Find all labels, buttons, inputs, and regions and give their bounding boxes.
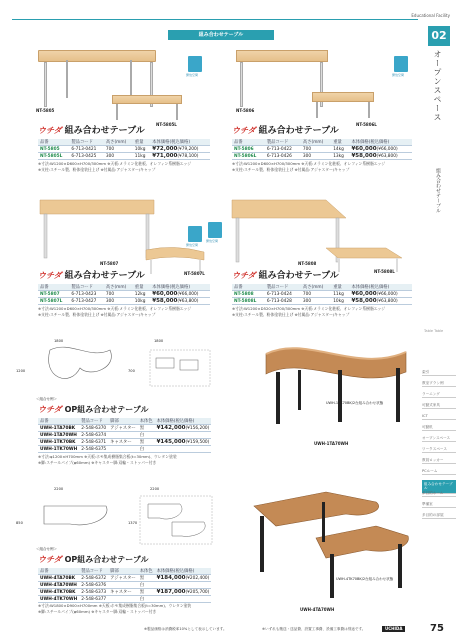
sidebar-small-label: Table Table: [424, 329, 444, 333]
layout-diagram: [30, 338, 230, 398]
product-title: OP組み合わせテーブル: [64, 555, 149, 564]
table-leg: [396, 368, 400, 422]
table-leg: [322, 502, 325, 542]
dim-label: 2200: [54, 487, 64, 491]
col-header: 本体色: [139, 419, 153, 424]
price-tax: (¥202,400): [185, 576, 210, 581]
dim-label: 1800: [154, 339, 164, 343]
cell: 2-548-6371: [81, 439, 107, 445]
sidebar-item[interactable]: ICT: [422, 414, 456, 420]
cell: 6-713-0425: [69, 153, 103, 160]
brand-footer-logo: UCHIDA: [382, 626, 405, 632]
dim-label: 2200: [150, 487, 160, 491]
price-tax: (¥66,000): [177, 292, 199, 297]
note: ※支柱:スチール製、粉体塗装仕上げ ※付属品:アジャスター/キャップ: [38, 312, 156, 317]
col-header: 製品コード: [69, 139, 103, 146]
table-row: [38, 146, 210, 153]
cleaning-badge-icon: [188, 56, 202, 72]
table-row: [38, 582, 211, 589]
table-leg: [236, 218, 239, 262]
price: ¥145,000: [156, 439, 186, 445]
product-title: 組み合わせテーブル: [258, 271, 339, 281]
sidebar-item[interactable]: 多目的の部屋: [422, 513, 456, 519]
col-header: 製品コード: [79, 568, 108, 575]
cell: 黒: [138, 589, 155, 596]
col-header: 本体色: [139, 569, 153, 574]
cell: 11kg: [133, 153, 150, 160]
col-header: 重量: [133, 284, 150, 291]
sidebar-item[interactable]: 組み合わせテーブル: [422, 480, 456, 494]
cell: 300: [301, 298, 331, 305]
model-label: NT-5805L: [156, 122, 177, 127]
price: ¥71,000: [152, 153, 178, 159]
sidebar-item[interactable]: オープンスペース: [422, 436, 456, 442]
table-leg: [116, 104, 118, 120]
cell: 300: [104, 298, 133, 305]
product-title-row: [232, 127, 339, 136]
table-row: [38, 291, 210, 298]
price-tax: (¥159,500): [185, 440, 210, 445]
table-row: [38, 439, 211, 446]
cell: 700: [104, 291, 133, 298]
table-row: [38, 432, 211, 439]
table-row: [38, 596, 211, 603]
sidebar-item[interactable]: ワークスペース: [422, 447, 456, 453]
cleaning-badge-icon: [208, 222, 222, 238]
dim-label: 1800: [54, 339, 64, 343]
col-header: 本体価格(税込価格): [150, 284, 210, 291]
price-tax: (¥63,800): [376, 154, 398, 159]
table-top: [40, 200, 154, 214]
price-tax: (¥63,800): [177, 299, 199, 304]
photo-caption: UWH-1TK70BK/2台組み合わせ状態: [326, 401, 384, 405]
badge-label: 開放空間: [186, 73, 199, 77]
cell: UWH-1TK70BK: [38, 439, 79, 446]
col-header: 品番: [38, 568, 79, 575]
spec-table: [232, 284, 412, 305]
model-label: NT-5807: [100, 261, 119, 266]
price: ¥60,000: [351, 291, 377, 297]
header-label: Educational Facility: [411, 13, 450, 18]
model-label: NT-5808: [298, 261, 317, 266]
table-leg: [368, 102, 370, 118]
spec-table: [38, 418, 211, 453]
sidebar-item[interactable]: 教室プラン例: [422, 381, 456, 387]
cell: NT-5808: [232, 291, 265, 298]
cell: 6-713-0424: [265, 291, 301, 298]
price-tax: (¥63,800): [376, 299, 398, 304]
table-top: [266, 348, 406, 378]
cell: 2-548-6376: [81, 582, 107, 588]
layout-caption: ＜組合せ例＞: [36, 397, 57, 401]
cell: 2-548-6374: [81, 432, 107, 438]
col-header: 重量: [331, 284, 349, 291]
price: ¥184,000: [156, 575, 186, 581]
col-header: 脚部: [108, 418, 138, 425]
sidebar-item[interactable]: 多目的ホール: [422, 491, 456, 497]
table-leg: [338, 370, 342, 422]
low-table-top: [326, 248, 402, 258]
category-title: 組み合わせテーブル: [168, 30, 274, 40]
cell: キャスター: [108, 589, 138, 596]
layout-shape: [148, 504, 182, 519]
table-top: [254, 492, 379, 526]
col-header: 品番: [38, 418, 79, 425]
layout-diagram: [30, 488, 230, 552]
note: ※脚:スチールパイプ(φ60mm) ※キャスター脚:双輪・ストッパー付き: [38, 609, 157, 614]
col-header: 本体価格(税込価格): [155, 418, 212, 425]
cell: 10kg: [133, 146, 150, 153]
col-header: 高さ(mm): [301, 284, 331, 291]
cell: 黒: [138, 575, 155, 582]
dim-label: 1200: [16, 369, 26, 373]
brand-logo: ウチダ: [38, 126, 62, 135]
cell: 2-548-6375: [81, 446, 107, 452]
cell: UWH-1TA70BK: [38, 425, 79, 432]
cell: 12kg: [133, 291, 150, 298]
table-row: [232, 146, 412, 153]
photo-label: UWH-4TA70WH: [300, 607, 335, 612]
cell: 6-713-0422: [265, 146, 301, 153]
product-title-row: [38, 406, 149, 414]
cell: NT-5805L: [38, 153, 69, 160]
table-row: [232, 153, 412, 160]
table-row: [38, 298, 210, 305]
cell: 黒: [138, 425, 155, 432]
cell: 10kg: [331, 298, 349, 305]
cell: [155, 596, 212, 603]
cell: 11kg: [331, 291, 349, 298]
note: ※寸法:W1800×D900×H700mm ※天板:ホモ集成樹脂集合板(t=30mm)、ウレタン塗装: [38, 603, 192, 608]
cell: UWH-4TA70BK: [38, 575, 79, 582]
cell: 白: [138, 596, 155, 603]
col-header: 本体価格(税込価格): [349, 284, 412, 291]
table-leg: [176, 104, 178, 120]
cell: NT-5808L: [232, 298, 265, 305]
cell: NT-5805: [38, 146, 69, 153]
cell: UWH-4TK70BK: [38, 589, 79, 596]
spec-table: [38, 284, 210, 305]
col-header: 製品コード: [69, 284, 103, 291]
table-leg: [298, 370, 301, 410]
spec-table: [38, 568, 211, 603]
price-tax: (¥156,200): [185, 426, 210, 431]
product-title-row: [38, 127, 145, 136]
price: ¥142,000: [156, 425, 186, 431]
model-label: NT-5806L: [356, 122, 377, 127]
badge-label: 開放空間: [206, 239, 219, 243]
section-number: 02: [428, 26, 450, 46]
layout-shape: [180, 360, 198, 370]
dim-label: 850: [16, 521, 23, 525]
price: ¥58,000: [351, 153, 377, 159]
col-header: 品番: [232, 284, 265, 291]
layout-shape: [140, 496, 212, 544]
badge-label: 開放空間: [392, 73, 405, 77]
cleaning-badge-icon: [394, 56, 408, 72]
col-header: 重量: [331, 139, 349, 146]
col-header: 製品コード: [265, 139, 301, 146]
footer-note-2: ※いずれも搬送・送品費、設置工事費、設備工事費は別途です。: [262, 627, 366, 631]
price-tax: (¥79,200): [177, 147, 199, 152]
note: ※寸法:W1200×D600×H700/300mm ※天板:メラミン化粧板、オレフィン系樹脂エッジ: [232, 161, 386, 166]
cell: [155, 432, 212, 439]
page-number: 75: [430, 623, 444, 634]
note: ※寸法:φ1200×H700mm ※天板:ホモ集成樹脂集合板(t=30mm)、ウレタン塗装: [38, 454, 177, 459]
col-header: 製品コード: [79, 418, 108, 425]
low-table-top: [312, 92, 374, 102]
col-header: 重量: [133, 139, 150, 146]
section-title: オープンスペース: [433, 50, 442, 122]
product-photo: [226, 482, 416, 606]
product-title: 組み合わせテーブル: [64, 271, 145, 281]
product-photo: [226, 334, 416, 452]
product-title: 組み合わせテーブル: [64, 126, 145, 136]
dim-label: 1370: [128, 521, 138, 525]
cell: [108, 582, 138, 589]
table-top: [316, 526, 408, 558]
col-header: 本体価格(税込価格): [150, 139, 210, 146]
table-leg: [150, 260, 152, 274]
cell: 13kg: [331, 153, 349, 160]
photo-label: UWH-1TA70WH: [314, 441, 349, 446]
cell: アジャスター: [110, 426, 136, 431]
cell: [108, 432, 138, 439]
model-label: NT-5808L: [374, 269, 395, 274]
col-header: 製品コード: [265, 284, 301, 291]
header-rule: [12, 19, 418, 20]
cell: キャスター: [108, 439, 138, 446]
cell: 300: [301, 153, 331, 160]
table-top: [236, 50, 328, 62]
cell: 6-713-0421: [69, 146, 103, 153]
table-leg: [130, 60, 132, 98]
col-header: 高さ(mm): [104, 284, 133, 291]
note: ※支柱:スチール製、粉体塗装仕上げ ※付属品:アジャスター/キャップ: [232, 167, 350, 172]
layout-shape: [44, 506, 107, 525]
note: ※脚:スチールパイプ(φ60mm) ※キャスター脚:双輪・ストッパー付き: [38, 460, 157, 465]
price-tax: (¥78,100): [177, 154, 199, 159]
photo-caption: UWH-4TK70BK/2台組み合わせ状態: [336, 577, 394, 581]
price: ¥58,000: [152, 298, 178, 304]
cell: 2-548-6377: [81, 596, 107, 602]
price-tax: (¥66,000): [376, 147, 398, 152]
price: ¥72,000: [152, 146, 178, 152]
sidebar-item[interactable]: 準備室: [422, 502, 456, 508]
dim-label: 700: [128, 369, 135, 373]
col-header: 本体価格(税込価格): [349, 139, 412, 146]
sidebar-item[interactable]: ラーニング: [422, 392, 456, 398]
cell: 6-713-0423: [69, 291, 103, 298]
cell: NT-5806: [232, 146, 265, 153]
badge-label: 開放空間: [186, 243, 199, 247]
cell: [155, 582, 212, 589]
price: ¥58,000: [351, 298, 377, 304]
table-leg: [260, 516, 264, 572]
cell: 白: [138, 582, 155, 589]
price: ¥60,000: [351, 146, 377, 152]
table-row: [38, 446, 211, 453]
cleaning-badge-icon: [188, 226, 202, 242]
col-header: 品番: [38, 139, 69, 146]
table-leg: [240, 62, 243, 107]
cell: 黒: [138, 439, 155, 446]
cell: 700: [104, 146, 133, 153]
note: ※寸法:W1200×D520×H700/300mm ※天板:メラミン化粧板、オレフィン系樹脂エッジ: [232, 306, 386, 311]
table-row: [232, 291, 412, 298]
table-row: [38, 589, 211, 596]
cell: 白: [138, 432, 155, 439]
sidebar-item[interactable]: 可動机: [422, 425, 456, 431]
cell: UWH-4TA70WH: [38, 582, 79, 589]
cell: 10kg: [133, 298, 150, 305]
cell: 700: [301, 146, 331, 153]
table-row: [232, 298, 412, 305]
note: ※寸法:W1200×D600×H700/300mm ※天板:メラミン化粧板、オレフィン系樹脂エッジ: [38, 306, 192, 311]
layout-shape: [156, 358, 174, 368]
cell: NT-5807L: [38, 298, 69, 305]
cell: 700: [301, 291, 331, 298]
price: ¥187,000: [156, 589, 186, 595]
cell: [108, 596, 138, 603]
cell: UWH-1TK70WH: [40, 446, 78, 452]
brand-logo: ウチダ: [38, 555, 62, 564]
brand-logo: ウチダ: [232, 126, 256, 135]
low-table-top: [146, 247, 204, 260]
cell: [108, 446, 138, 453]
table-leg: [316, 102, 318, 118]
cell: 2-548-6372: [81, 575, 107, 581]
model-label: NT-5805: [36, 108, 55, 113]
sub-title: 組み合わせテーブル: [435, 168, 441, 213]
product-title-row: [38, 272, 145, 281]
sidebar-item[interactable]: 索引: [422, 370, 456, 376]
cell: [155, 446, 212, 453]
note: ※支柱:スチール製、粉体塗装仕上げ ※付属品:アジャスター/キャップ: [38, 167, 156, 172]
layout-caption: ＜組合せ例＞: [36, 547, 57, 551]
product-title: 組み合わせテーブル: [258, 126, 339, 136]
table-leg: [330, 554, 334, 598]
cell: UWH-1TA70WH: [38, 432, 79, 439]
table-top: [232, 200, 346, 218]
spec-table: [232, 139, 412, 160]
cell: 14kg: [331, 146, 349, 153]
table-leg: [398, 544, 402, 588]
note: ※支柱:スチール製、粉体塗装仕上げ ※付属品:アジャスター/キャップ: [232, 312, 350, 317]
col-header: 脚部: [108, 568, 138, 575]
sidebar-item[interactable]: PCルーム: [422, 469, 456, 475]
table-row: [38, 153, 210, 160]
col-header: 本体価格(税込価格): [155, 568, 212, 575]
model-label: NT-5807L: [184, 271, 205, 276]
product-title-row: [38, 556, 149, 564]
cell: アジャスター: [110, 576, 136, 581]
spec-table: [38, 139, 210, 160]
table-leg: [44, 214, 47, 258]
product-title-row: [232, 272, 339, 281]
cell: 6-713-0428: [265, 298, 301, 305]
low-table-top: [112, 95, 182, 104]
table-leg: [276, 372, 280, 424]
product-title: OP組み合わせテーブル: [64, 405, 149, 414]
cell: 2-548-6373: [81, 589, 107, 595]
table-row: [38, 575, 211, 582]
price-tax: (¥66,000): [376, 292, 398, 297]
cell: 6-713-0427: [69, 298, 103, 305]
footer-note: ※製品価格は消費税率10%として表示しています。: [144, 627, 227, 631]
col-header: 高さ(mm): [301, 139, 331, 146]
cell: 6-713-0426: [265, 153, 301, 160]
layout-shape: [49, 347, 112, 378]
table-row: [38, 425, 211, 432]
col-header: 高さ(mm): [104, 139, 133, 146]
table-leg: [66, 60, 68, 98]
layout-shape: [172, 522, 205, 536]
price-tax: (¥205,700): [185, 590, 210, 595]
brand-logo: ウチダ: [232, 271, 256, 280]
col-header: 品番: [232, 139, 265, 146]
note: ※寸法:W1200×D600×H700/300mm ※天板:メラミン化粧板、オレフィン系樹脂エッジ: [38, 161, 192, 166]
model-label: NT-5806: [236, 108, 255, 113]
table-leg: [396, 258, 398, 272]
sidebar-item[interactable]: 教員ロッカー: [422, 458, 456, 464]
price: ¥60,000: [152, 291, 178, 297]
cell: UWH-4TK70WH: [40, 596, 78, 602]
brand-logo: ウチダ: [38, 405, 62, 414]
cell: 300: [104, 153, 133, 160]
cell: 白: [138, 446, 155, 453]
sidebar-item[interactable]: 可動式家具: [422, 403, 456, 409]
cell: NT-5806L: [232, 153, 265, 160]
cell: 2-548-6370: [81, 425, 107, 431]
table-leg: [338, 258, 340, 272]
table-top: [38, 50, 156, 62]
cell: NT-5807: [38, 291, 69, 298]
table-leg: [44, 62, 47, 107]
col-header: 品番: [38, 284, 69, 291]
brand-logo: ウチダ: [38, 271, 62, 280]
